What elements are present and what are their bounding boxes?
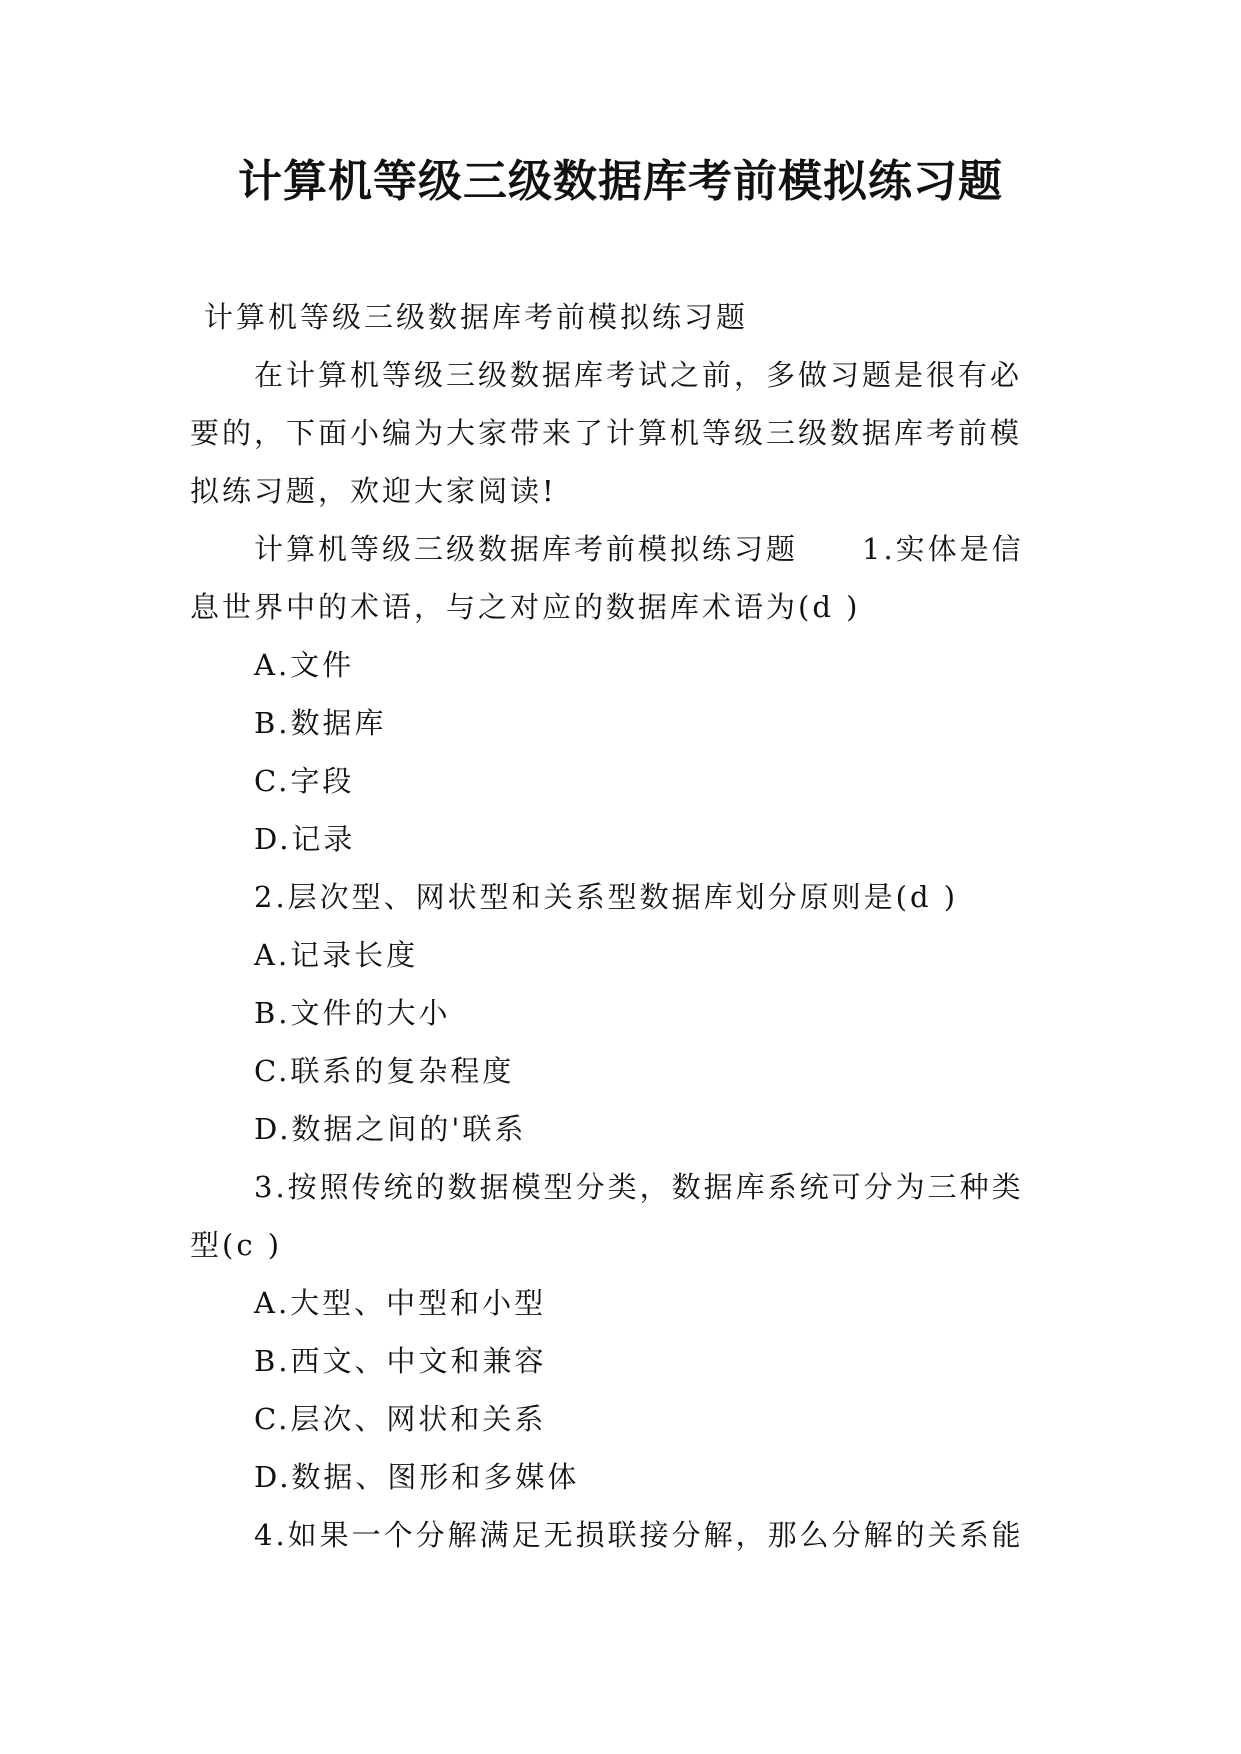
q2-option-a: A.记录长度 — [254, 938, 419, 972]
question-4: 4.如果一个分解满足无损联接分解，那么分解的关系能 — [254, 1518, 1024, 1552]
q1-option-a: A.文件 — [254, 648, 355, 682]
question-2: 2.层次型、网状型和关系型数据库划分原则是(d ) — [254, 880, 959, 914]
question-1: 计算机等级三级数据库考前模拟练习题 1.实体是信息世界中的术语，与之对应的数据库术语为(d ) — [190, 532, 1024, 624]
q2-option-d: D.数据之间的'联系 — [254, 1112, 527, 1146]
q2-option-b: B.文件的大小 — [254, 996, 451, 1030]
q2-option-c: C.联系的复杂程度 — [254, 1054, 515, 1088]
q3-option-b: B.西文、中文和兼容 — [254, 1344, 547, 1378]
document-title: 计算机等级三级数据库考前模拟练习题 — [238, 156, 1003, 207]
q1-option-d: D.记录 — [254, 822, 356, 856]
q3-option-c: C.层次、网状和关系 — [254, 1402, 547, 1436]
q3-option-d: D.数据、图形和多媒体 — [254, 1460, 580, 1494]
document-body — [190, 288, 1052, 1564]
q1-option-c: C.字段 — [254, 764, 355, 798]
intro-paragraph: 在计算机等级三级数据库考试之前，多做习题是很有必要的，下面小编为大家带来了计算机等级三级数据库考前模拟练习题，欢迎大家阅读! — [190, 358, 1023, 508]
document-subtitle: 计算机等级三级数据库考前模拟练习题 — [204, 300, 749, 334]
q3-option-a: A.大型、中型和小型 — [254, 1286, 547, 1320]
q1-option-b: B.数据库 — [254, 706, 387, 740]
question-3: 3.按照传统的数据模型分类，数据库系统可分为三种类型(c ) — [190, 1170, 1024, 1262]
